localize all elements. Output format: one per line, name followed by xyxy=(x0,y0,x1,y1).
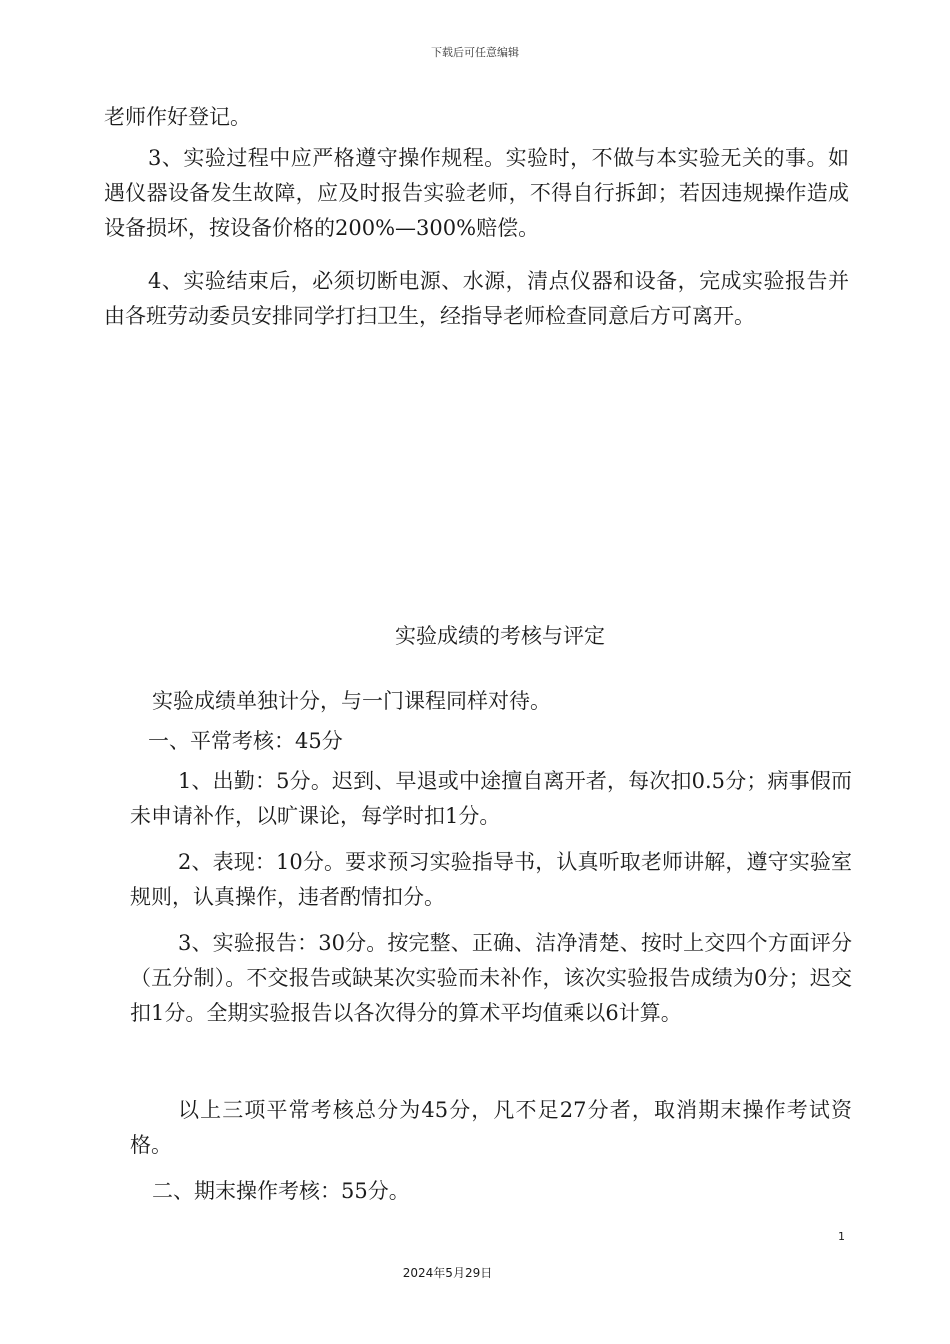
paragraph-attendance: 1、出勤：5分。迟到、早退或中途擅自离开者，每次扣0.5分；病事假而未申请补作，以旷课论，每学时扣1分。 xyxy=(130,769,852,828)
paragraph-intro: 实验成绩单独计分，与一门课程同样对待。 xyxy=(152,689,551,713)
paragraph-summary: 以上三项平常考核总分为45分，凡不足27分者，取消期末操作考试资格。 xyxy=(130,1098,852,1157)
paragraph-rule-4: 4、实验结束后，必须切断电源、水源，清点仪器和设备，完成实验报告并由各班劳动委员安排同学打扫卫生，经指导老师检查同意后方可离开。 xyxy=(104,269,849,328)
heading-final-assessment: 二、期末操作考核：55分。 xyxy=(152,1179,410,1203)
paragraph-lab-report: 3、实验报告：30分。按完整、正确、洁净清楚、按时上交四个方面评分（五分制）。不交报告或缺某次实验而未补作，该次实验报告成绩为0分；迟交扣1分。全期实验报告以各次得分的算术平均值乘以6计算。 xyxy=(130,931,852,1025)
section-title: 实验成绩的考核与评定 xyxy=(395,624,605,648)
heading-regular-assessment: 一、平常考核：45分 xyxy=(148,729,343,753)
page-number: 1 xyxy=(838,1230,845,1243)
paragraph-continuation: 老师作好登记。 xyxy=(104,105,251,129)
paragraph-rule-3: 3、实验过程中应严格遵守操作规程。实验时，不做与本实验无关的事。如遇仪器设备发生故障，应及时报告实验老师，不得自行拆卸；若因违规操作造成设备损坏，按设备价格的200%—300%赔偿。 xyxy=(104,146,849,240)
footer-date: 2024年5月29日 xyxy=(402,1266,493,1280)
header-note: 下载后可任意编辑 xyxy=(431,46,519,59)
paragraph-performance: 2、表现：10分。要求预习实验指导书，认真听取老师讲解，遵守实验室规则，认真操作，违者酌情扣分。 xyxy=(130,850,852,909)
